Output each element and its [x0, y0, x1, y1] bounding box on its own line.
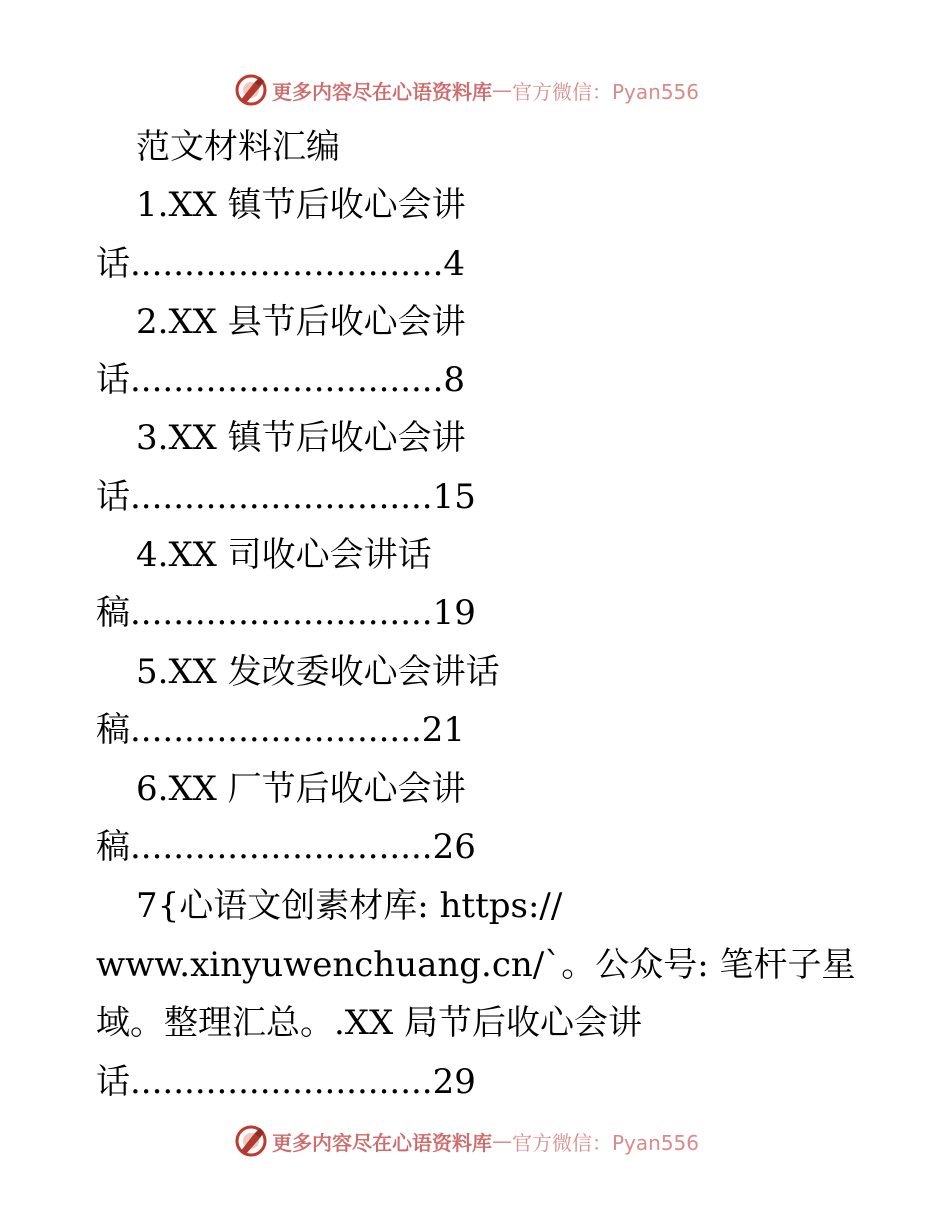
- toc-entry-6-leader: 稿............................26: [96, 827, 476, 867]
- toc-entry-7-line1: 7{心语文创素材库: https://: [136, 886, 563, 926]
- pen-logo-icon: [234, 1124, 268, 1158]
- footer-wechat-text: 官方微信：Pyan556: [512, 1130, 700, 1155]
- header-banner: [234, 72, 699, 108]
- toc-entry-4-leader: 稿............................19: [96, 593, 476, 633]
- toc-entry-6-title: 6.XX 厂节后收心会讲: [136, 769, 466, 809]
- toc-entry-7-line3: 域。整理汇总。.XX 局节后收心会讲: [96, 1003, 643, 1043]
- footer-dash: —: [492, 1129, 512, 1153]
- footer-site-text: 更多内容尽在心语资料库: [272, 1130, 492, 1155]
- toc-entry-3-title: 3.XX 镇节后收心会讲: [136, 418, 466, 458]
- footer-banner: [234, 1123, 699, 1159]
- header-wechat-text: 官方微信：Pyan556: [512, 79, 700, 104]
- toc-entry-2-leader: 话.............................8: [96, 360, 466, 400]
- doc-title: 范文材料汇编: [136, 127, 340, 167]
- toc-entry-3-leader: 话............................15: [96, 477, 476, 517]
- toc-entry-4-title: 4.XX 司收心会讲话: [136, 535, 432, 575]
- pen-logo-icon: [234, 73, 268, 107]
- toc-entry-7-leader: 话............................29: [96, 1062, 476, 1102]
- toc-entry-5-leader: 稿...........................21: [96, 710, 466, 750]
- toc-entry-7-line2: www.xinyuwenchuang.cn/`。公众号: 笔杆子星: [96, 945, 856, 985]
- header-site-text: 更多内容尽在心语资料库: [272, 79, 492, 104]
- toc-entry-1-title: 1.XX 镇节后收心会讲: [136, 185, 466, 225]
- toc-entry-2-title: 2.XX 县节后收心会讲: [136, 302, 466, 342]
- toc-entry-1-leader: 话.............................4: [96, 244, 466, 284]
- toc-entry-5-title: 5.XX 发改委收心会讲话: [136, 652, 500, 692]
- header-dash: —: [492, 78, 512, 102]
